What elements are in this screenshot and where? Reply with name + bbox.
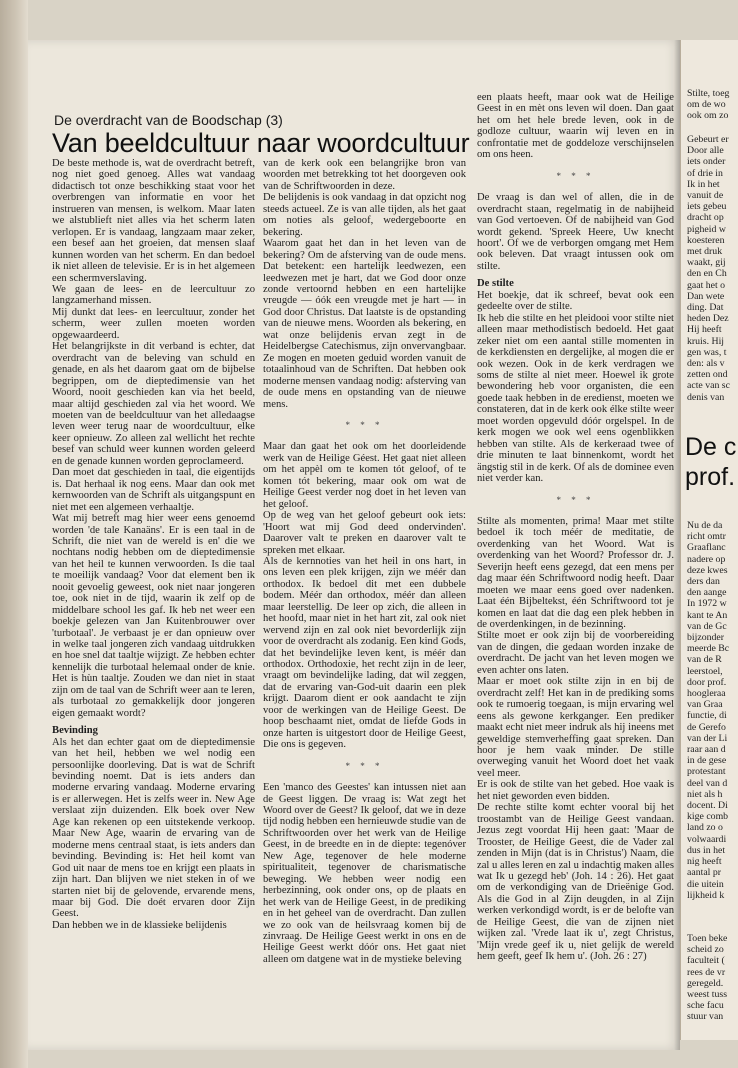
article-title: Van beeldcultuur naar woordcultuur: [52, 128, 470, 158]
paragraph: Als de kernnoties van het heil in ons hart, in ons leven een plek krijgen, zijn we méér dan orthodox. Ik bedoel dit met een dubbele bodem. Méér dan orthodox, méér dan alleen maar leerstellig. De leer op zich, die alleen in het hoofd, maar niet in het hart zit, zal ook niet wervend zijn en zal ook niet bevorderlijk zijn voor de overdracht als zodanig. Een kind Gods, dat het bevindelijke leven kent, is méér dan orthodox. Orthodoxie, het recht zijn in de leer, vraagt om bevindelijke lading, dat wil zeggen, dat de ervaring van-God-uit daarin een plek krijgt. Daarom dient er ook aandacht te zijn voor de werkingen van de Heilige Geest. De hoop beschaamt niet, omdat de liefde Gods in onze harten is uitgestort door de Heilige Geest, Die ons is gegeven.: [263, 555, 466, 751]
adjacent-page-body-text: Nu de da richt omtr Graaflanc nadere op deze kwes ders dan den aange In 1972 w kant te An van de Gc bijzonder meerde Bc van de R leerstoel, door prof. hoogleraa van Graa functie, di de Gerefo van der Li raar aan d in de gese protestant deel van d niet als h docent. Di kige comb land zo o volwaardi dus in het nig heeft aantal pr die uitein lijkheid k: [687, 520, 730, 901]
paragraph: Maar er moet ook stilte zijn in en bij de overdracht zelf! Het kan in de prediking soms ook te rumoerig toegaan, is mijn ervaring wel eens als gewone kerkganger. Een prediker maakt echt niet meer indruk als hij ineens met geweldige stemverheffing gaat spreken. Dan hoor je hem vaak minder. De stille overweging vanuit het Woord doet het vaak veel meer.: [477, 676, 674, 779]
paragraph: Wat mij betreft mag hier weer eens genoemd worden 'de tale Kanaäns'. Er is een taal in de Schrift, die niet van de wereld is en' die we nochtans nodig hebben om de dieptedimensie van het heil te kunnen verwoorden. Is die taal te moeilijk vandaag? Voor dat element ben ik nooit gevoelig geweest, ook niet naar jongeren toe, ook niet in de tijd, waarin ik zelf op de middelbare school les gaf. Ik heb net weer een boekje gelezen van Jan Kuitenbrouwer over 'turbotaal'. Je verbaast je er dan opnieuw over in welke taal jongeren zich vandaag uitdrukken en hoe snel dat taaltje wijzigt. Ze hebben echter kennelijk die turbotaal helemaal onder de knie. Het is hùn taaltje. Zouden we dan niet in staat zijn om de taal van de Schrift weer aan te leren, als turbotaal zo gemakkelijk door jongeren eigen gemaakt wordt?: [52, 513, 255, 719]
paragraph: Het belangrijkste in dit verband is echter, dat overdracht van de beleving van schuld en genade, en als het daarom gaat om de bijbelse begrippen, om de dieptedimensie van het Woord, nooit geschieden kan via het beeld, maar altijd geschieden zal via het woord. We moeten van de beeldcultuur van het alledaagse leven weer terug naar de woordcultuur, elke keer opnieuw. Zo alleen zal wellicht het rechte besef van schuld weer kunnen worden geleerd en de genade kunnen worden geproclameerd.: [52, 341, 255, 467]
paragraph: Maar dan gaat het ook om het doorleidende werk van de Heilige Géest. Het gaat niet alleen om het appèl om te komen tót geloof, of te komen tót bekering, maar ook om wat de Heilige Geest verder nog doet in het leven van het geloof.: [263, 441, 466, 510]
paragraph: De belijdenis is ook vandaag in dat opzicht nog steeds actueel. Ze is van alle tijden, als het gaat om noties als geloof, wedergeboorte en bekering.: [263, 192, 466, 238]
section-divider: * * *: [556, 494, 595, 505]
section-heading: Bevinding: [52, 725, 98, 737]
article-column-1: [52, 158, 255, 1018]
paragraph: De rechte stilte komt echter vooral bij het troostambt van de Heilige Geest vandaan. Jezus zegt voordat Hij heen gaat: 'Maar de Trooster, de Heilige Geest, die de Vader zal zenden in Mijn (dat is in Christus') Naam, die zal u alles leren en zal u indachtig maken alles wat Ik u gezegd heb' (Joh. 14 : 26). Het gaat om de verkondiging van de Drieënige God. Als die God in al Zijn deugden, in al Zijn werken verkondigd wordt, is er de belofte van de Heilige Geest, die van de zijnen niet wijken zal. 'Vrede laat ik u', zegt Christus, 'Mijn vrede geef ik u, niet gelijk de wereld hem geeft, geef Ik hem u'. (Joh. 26 : 27): [477, 802, 674, 963]
section-divider: * * *: [345, 760, 384, 771]
section-divider: * * *: [556, 170, 595, 181]
paragraph: Op de weg van het geloof gebeurt ook iets: 'Hoort wat mij God deed ondervinden'. Daarover valt te preken en daarover valt te spreken met elkaar.: [263, 510, 466, 556]
article-column-3: [477, 92, 674, 1018]
adjacent-page: [680, 40, 738, 1040]
paragraph: Dan moet dat geschieden in taal, die eigentijds is. Dat herhaal ik nog eens. Maar dan ook met kernwoorden van de Schrift als uitgangspunt en niet met een algemeen verhaaltje.: [52, 467, 255, 513]
paragraph: Waarom gaat het dan in het leven van de bekering? Om de afsterving van de oude mens. Dat betekent: een hartelijk leedwezen, een leedwezen met je hart, dat we God door onze zonde vertoornd hebben en een hartelijke vreugde — óók een vreugde met je hart — in God door Christus. Dat laatste is de opstanding van de nieuwe mens. Woorden als bekering, en wat onze belijdenis ervan zegt in de Heidelbergse Catechismus, zijn onvervangbaar. Ze mogen en moeten geduid worden vanuit de totaalinhoud van de Schriften. Dat hebben ook moderne mensen vandaag nodig: afsterving van de oude mens en opstanding van de nieuwe mens.: [263, 238, 466, 410]
paragraph: Ik heb die stilte en het pleidooi voor stilte niet alleen maar methodistisch bedoeld. Het gaat zeker niet om een aantal stille momenten in de kerkdiensten en dergelijke, al mogen die er ook wezen. Ook in de kerk verdragen we soms de stilte al niet meer. Hoewel ik grote bewondering heb voor organisten, die een goede taak hebben in de eredienst, moeten we constateren, dat in de kerk ook élke stilte weer moet worden opgevuld dóór orgelspel. In de kerk mogen we ook wel eens ogenblikken hebben van stilte. Als de kerkeraad twee of drie minuten te laat binnenkomt, wordt het ängstig stil in de kerk. Of als de dominee even niet verder kan.: [477, 312, 674, 485]
adjacent-page-headline: De c prof.: [685, 433, 737, 491]
adjacent-page-section-text: Gebeurt er Door alle iets onder of drie in Ik in het vanuit de iets gebeu dracht op pigheid w koesteren met druk waakt, gij den en Ch gaat het o Dan wete ding. Dat heden Dez Hij heeft kruis. Hij gen was, t den: als v zetten ond acte van sc denis van: [687, 134, 730, 403]
section-heading: De stilte: [477, 278, 514, 290]
paragraph: Een 'manco des Geestes' kan intussen niet aan de Geest liggen. De vraag is: Wat zegt het Woord over de Geest? Ik geloof, dat we in deze tijd nodig hebben een hernieuwde studie van de Schriftwoorden over het werk van de Heilige Geest, in de breedte en in de diepte: tegenóver New Age, tegenover de hele moderne spiritualiteit, tegenover de charismatische beweging. We hebben weer nodig een herbezinning, ook onder ons, op de plaats en het werk van de Heilige Geest, in de prediking en in het geheel van de overdracht. Dan zullen we zo ook van de heilsvraag komen bij de zinvraag. De Heilige Geest werkt in ons en de Heilige Geest werkt dóór ons. Het gaat niet alleen om datgene wat in de mystieke beleving: [263, 782, 466, 965]
adjacent-page-top-text: Stilte, toeg om de wo ook om zo: [687, 88, 730, 122]
paragraph: Dan hebben we in de klassieke belijdenis: [52, 919, 227, 931]
left-page-edge: [0, 0, 28, 1068]
paragraph: een plaats heeft, maar ook wat de Heilige Geest in en mèt ons leven wil doen. Dan gaat het om het hele brede leven, ook in de godloze cultuur, waarin wij leven en in confrontatie met de goddeloze verschijnselen om ons heen.: [477, 92, 674, 161]
paragraph: Er is ook de stilte van het gebed. Hoe vaak is het niet geworden even bidden.: [477, 779, 674, 802]
paragraph: Mij dunkt dat lees- en leercultuur, zonder het scherm, weer zullen moeten worden opgewaardeerd.: [52, 306, 255, 341]
paragraph: De beste methode is, wat de overdracht betreft, nog niet goed genoeg. Alles wat vandaag didactisch tot onze beschikking staat voor het overbrengen van informatie en voor het instrueren van mensen, is welkom. Maar laten we alstublieft niet alles via het scherm laten verlopen. Er is vandaag, langzaam maar zeker, een besef aan het groeien, dat mensen slaaf kunnen worden van het scherm. En dan bedoel ik niet alleen de televisie. Er is in het algemeen een schermverslaving.: [52, 158, 255, 284]
paragraph: We gaan de lees- en de leercultuur zo langzamerhand missen.: [52, 283, 255, 307]
paragraph: Als het dan echter gaat om de dieptedimensie van het heil, hebben we wel nodig een persoonlijke doorleving. Dat is wat de Schrift bevinding noemt. Dat is iets anders dan moderne ervaring vandaag. Moderne ervaring is er allerwegen. Het is zelfs weer in. New Age verslaat zijn duizenden. Elk boek over New Age kan rekenen op een uitstekende verkoop. Maar New Age, waarin de ervaring van de moderne mens centraal staat, is iets anders dan bevinding. Bevinding is: Het heil komt van God uit naar de mens toe en krijgt een plaats in zijn hart. Dan blijven we niet steken in of we starten niet bij de gelovende, ervarende mens, maar bij God. Die doét ervaren door Zijn Geest.: [52, 736, 255, 920]
article-kicker: De overdracht van de Boodschap (3): [54, 112, 283, 128]
adjacent-page-bottom-text: Toen beke scheid zo faculteit ( rees de vr geregeld. weest tuss sche facu stuur van: [687, 933, 728, 1023]
paragraph: De vraag is dan wel of allen, die in de overdracht staan, regelmatig in de nabijheid van God vertoeven. Of de nabijheid van God wordt gekend. 'Spreek Heere, Uw knecht hoort'. Of we de verborgen omgang met Hem ook beleven. Dat vraagt intussen ook om stilte.: [477, 192, 674, 272]
article-column-2: [263, 158, 466, 1018]
paragraph: van de kerk ook een belangrijke bron van woorden met betrekking tot het doorgeven ook van de Schriftwoorden in deze.: [263, 158, 466, 192]
section-divider: * * *: [345, 419, 384, 430]
paragraph: Het boekje, dat ik schreef, bevat ook een gedeelte over de stilte.: [477, 289, 674, 313]
paragraph: Stilte als momenten, prima! Maar met stilte bedoel ik toch méér de meditatie, de overdenking van het Woord. Wat is overdenking van het Woord? Professor dr. J. Severijn heeft eens gezegd, dat een mens per dag maar één Schriftwoord nodig heeft. Daar moeten we maar eens goed over nadenken. Laat één Bijbeltekst, één Schriftwoord tot je komen en laat dat die dag een plek hebben in de overdenkingen, in de bezinning.: [477, 515, 674, 631]
paragraph: Stilte moet er ook zijn bij de voorbereiding van de dingen, die gedaan worden inzake de overdracht. De jacht van het leven mogen we even achter ons laten.: [477, 630, 674, 676]
